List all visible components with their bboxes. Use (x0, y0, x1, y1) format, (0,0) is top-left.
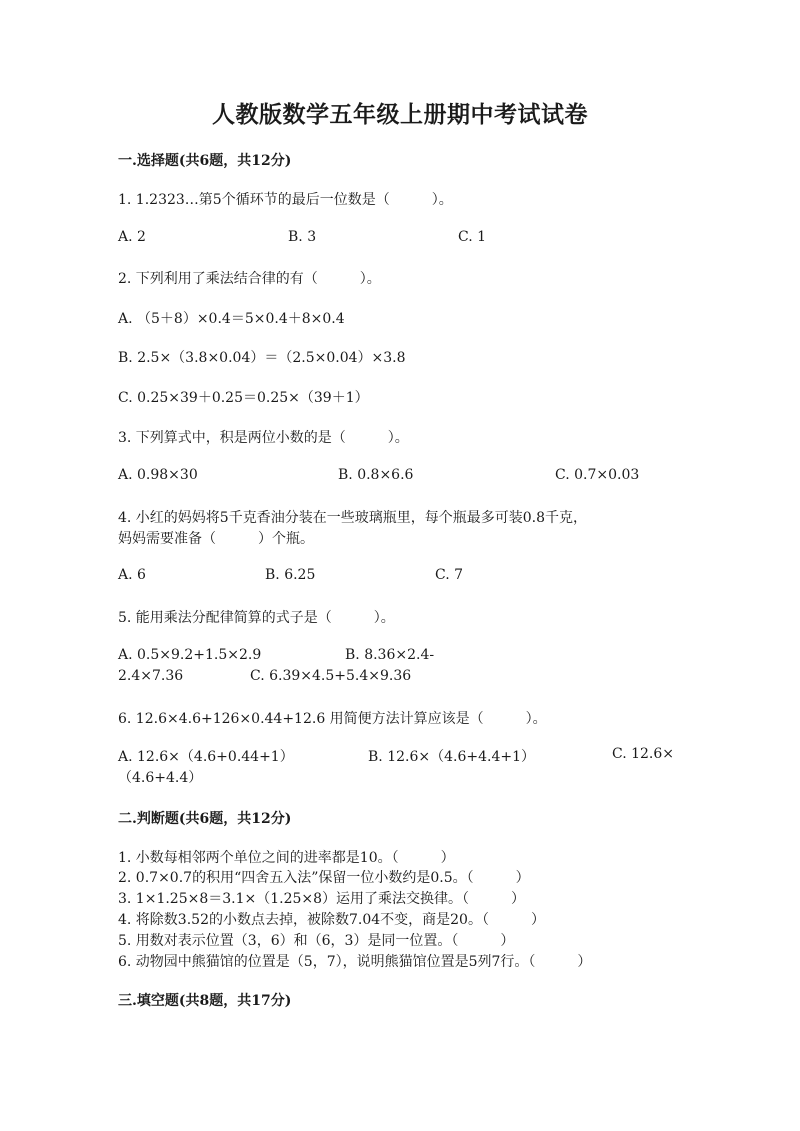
judgement-item-4: 4. 将除数3.52的小数点去掉，被除数7.04不变，商是20。（ ） (118, 912, 545, 928)
question-2-stem: 2. 下列利用了乘法结合律的有（ ）。 (118, 271, 381, 287)
question-4-option-b: B. 6.25 (265, 567, 316, 583)
question-1-stem: 1. 1.2323…第5个循环节的最后一位数是（ ）。 (118, 192, 453, 208)
question-6-option-c-continued: （4.6+4.4） (118, 770, 203, 786)
question-5-option-a: A. 0.5×9.2+1.5×2.9 (118, 647, 262, 663)
question-4-stem-line-1: 4. 小红的妈妈将5千克香油分装在一些玻璃瓶里，每个瓶最多可装0.8千克， (118, 510, 587, 526)
question-2-option-c: C. 0.25×39＋0.25＝0.25×（39＋1） (118, 390, 369, 406)
question-2-option-a: A. （5＋8）×0.4＝5×0.4＋8×0.4 (118, 311, 345, 327)
question-1-option-b: B. 3 (288, 229, 317, 245)
question-5-option-b-continued: 2.4×7.36 (118, 668, 184, 684)
judgement-item-5: 5. 用数对表示位置（3，6）和（6，3）是同一位置。（ ） (118, 933, 515, 949)
question-1-option-c: C. 1 (458, 229, 487, 245)
question-6-option-a: A. 12.6×（4.6+0.44+1） (118, 749, 294, 765)
question-5-option-c: C. 6.39×4.5+5.4×9.36 (250, 668, 412, 684)
question-3-stem: 3. 下列算式中，积是两位小数的是（ ）。 (118, 430, 409, 446)
judgement-item-3: 3. 1×1.25×8＝3.1×（1.25×8）运用了乘法交换律。（ ） (118, 891, 526, 907)
question-5-stem: 5. 能用乘法分配律简算的式子是（ ）。 (118, 610, 395, 626)
section-heading-choice: 一.选择题(共6题，共12分) (118, 153, 292, 169)
question-4-stem-line-2: 妈妈需要准备（ ）个瓶。 (118, 531, 314, 547)
judgement-item-1: 1. 小数每相邻两个单位之间的进率都是10。（ ） (118, 850, 455, 866)
question-3-option-b: B. 0.8×6.6 (338, 467, 414, 483)
question-6-option-b: B. 12.6×（4.6+4.4+1） (368, 749, 535, 765)
question-4-option-a: A. 6 (118, 567, 146, 583)
question-6-stem: 6. 12.6×4.6+126×0.44+12.6 用简便方法计算应该是（ ）。 (118, 711, 547, 727)
question-3-option-c: C. 0.7×0.03 (555, 467, 640, 483)
judgement-item-2: 2. 0.7×0.7的积用“四舍五入法”保留一位小数约是0.5。（ ） (118, 870, 530, 886)
question-3-option-a: A. 0.98×30 (118, 467, 198, 483)
section-heading-fill-blank: 三.填空题(共8题，共17分) (118, 993, 292, 1009)
question-6-option-c: C. 12.6× (612, 746, 675, 762)
question-1-option-a: A. 2 (118, 229, 146, 245)
question-5-option-b: B. 8.36×2.4- (345, 647, 435, 663)
question-4-option-c: C. 7 (435, 567, 464, 583)
section-heading-judgement: 二.判断题(共6题，共12分) (118, 811, 292, 827)
judgement-item-6: 6. 动物园中熊猫馆的位置是（5，7），说明熊猫馆位置是5列7行。（ ） (118, 954, 592, 970)
page-title: 人教版数学五年级上册期中考试试卷 (212, 101, 588, 128)
question-2-option-b: B. 2.5×（3.8×0.04）＝（2.5×0.04）×3.8 (118, 350, 406, 366)
